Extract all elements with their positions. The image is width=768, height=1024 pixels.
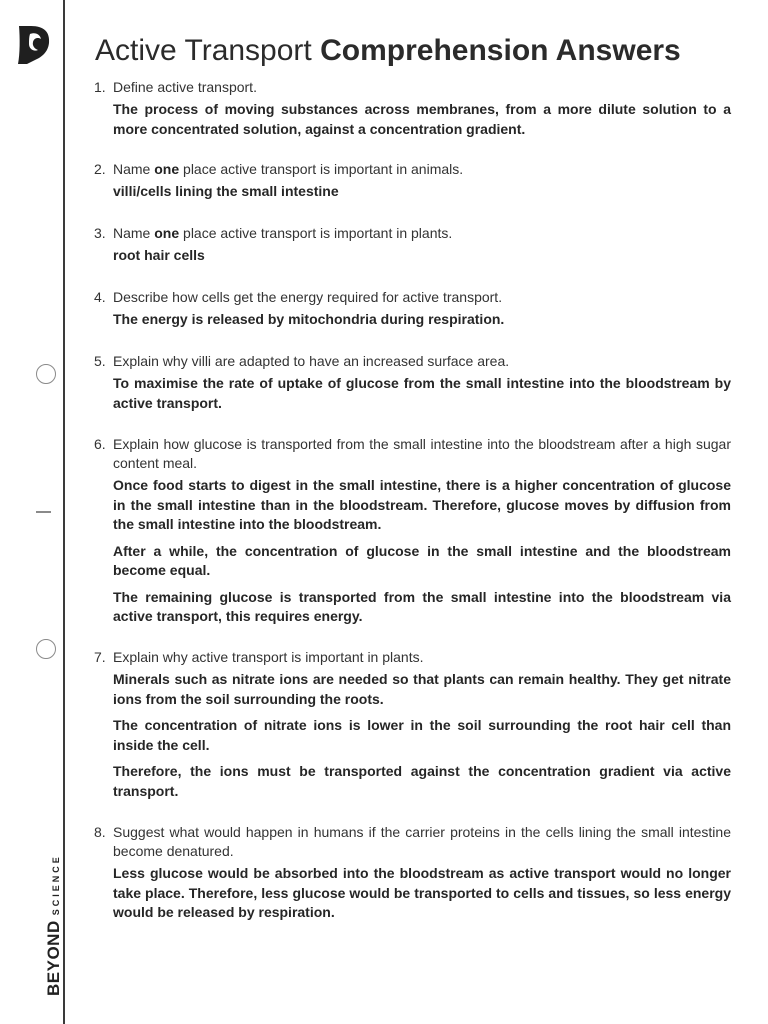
question-text <box>113 224 731 243</box>
question-pre: Suggest what would happen in humans if the carrier proteins in the cells lining the small intestine become denatured. <box>113 824 731 859</box>
question-emphasis: one <box>154 225 180 241</box>
question-pre: Explain how glucose is transported from the small intestine into the bloodstream after a high sugar content meal. <box>113 436 731 471</box>
question-line <box>94 288 731 307</box>
answer-text: After a while, the concentration of glucose in the small intestine and the bloodstream become equal. <box>113 542 731 578</box>
answer-text: Less glucose would be absorbed into the bloodstream as active transport would no longer take place. Therefore, less glucose would be transported to cells and tissues, so less energy would be released by respiration. <box>113 865 731 920</box>
answer-text: Therefore, the ions must be transported against the concentration gradient via active transport. <box>113 763 731 799</box>
brand-secondary: SCIENCE <box>51 854 61 916</box>
question-pre: Define active transport. <box>113 79 257 95</box>
question-line <box>94 78 731 97</box>
question-text <box>113 435 731 473</box>
question-item <box>94 352 731 413</box>
answer-text: The energy is released by mitochondria during respiration. <box>113 311 505 327</box>
question-line <box>94 160 731 179</box>
question-text <box>113 288 731 307</box>
question-line <box>94 352 731 371</box>
question-item <box>94 288 731 330</box>
question-number: 2. <box>94 161 106 177</box>
question-pre: Explain why villi are adapted to have an increased surface area. <box>113 353 510 369</box>
answer-text: Minerals such as nitrate ions are needed so that plants can remain healthy. They get nitrate ions from the soil surrounding the roots. <box>113 671 731 707</box>
question-text <box>113 78 731 97</box>
question-text <box>113 160 731 179</box>
question-number: 8. <box>94 824 106 840</box>
question-number: 7. <box>94 649 106 665</box>
question-post: place active transport is important in animals. <box>183 161 464 177</box>
punch-hole-upper <box>36 364 56 384</box>
question-item <box>94 648 731 801</box>
answer-text: Once food starts to digest in the small intestine, there is a higher concentration of glucose in the small intestine than in the bloodstream. Therefore, glucose moves by diffusion from the small intestine into the bloodstream. <box>113 477 731 532</box>
question-item <box>94 78 731 139</box>
question-item <box>94 823 731 923</box>
question-post: place active transport is important in plants. <box>183 225 453 241</box>
question-number: 1. <box>94 79 106 95</box>
question-line <box>94 823 731 861</box>
question-number: 3. <box>94 225 106 241</box>
answer-text: root hair cells <box>113 247 205 263</box>
answer-text: The process of moving substances across membranes, from a more dilute solution to a more concentrated solution, against a concentration gradient. <box>113 101 731 137</box>
brand-vertical-label <box>44 854 64 996</box>
answer-text: The remaining glucose is transported from the small intestine into the bloodstream via active transport, this requires energy. <box>113 588 731 624</box>
question-line <box>94 648 731 667</box>
question-item <box>94 435 731 627</box>
question-line <box>94 224 731 243</box>
punch-hole-lower <box>36 639 56 659</box>
question-pre: Explain why active transport is important in plants. <box>113 649 424 665</box>
title-light: Active Transport <box>95 34 312 67</box>
brand-primary: BEYOND <box>44 920 63 996</box>
question-pre: Name <box>113 161 151 177</box>
answer-text: The concentration of nitrate ions is lower in the soil surrounding the root hair cell than inside the cell. <box>113 717 731 753</box>
question-number: 5. <box>94 353 106 369</box>
page-title <box>95 34 681 68</box>
question-number: 4. <box>94 289 106 305</box>
question-pre: Name <box>113 225 151 241</box>
answer-text: villi/cells lining the small intestine <box>113 183 339 199</box>
answer-text: To maximise the rate of uptake of glucose from the small intestine into the bloodstream by active transport. <box>113 375 731 411</box>
beyond-science-logo-icon <box>15 24 51 66</box>
question-item <box>94 160 731 202</box>
title-bold: Comprehension Answers <box>320 34 681 67</box>
fold-mark <box>36 511 51 513</box>
question-item <box>94 224 731 266</box>
question-emphasis: one <box>154 161 180 177</box>
question-pre: Describe how cells get the energy required for active transport. <box>113 289 503 305</box>
question-line <box>94 435 731 473</box>
question-text <box>113 352 731 371</box>
question-text <box>113 823 731 861</box>
question-number: 6. <box>94 436 106 452</box>
question-text <box>113 648 731 667</box>
